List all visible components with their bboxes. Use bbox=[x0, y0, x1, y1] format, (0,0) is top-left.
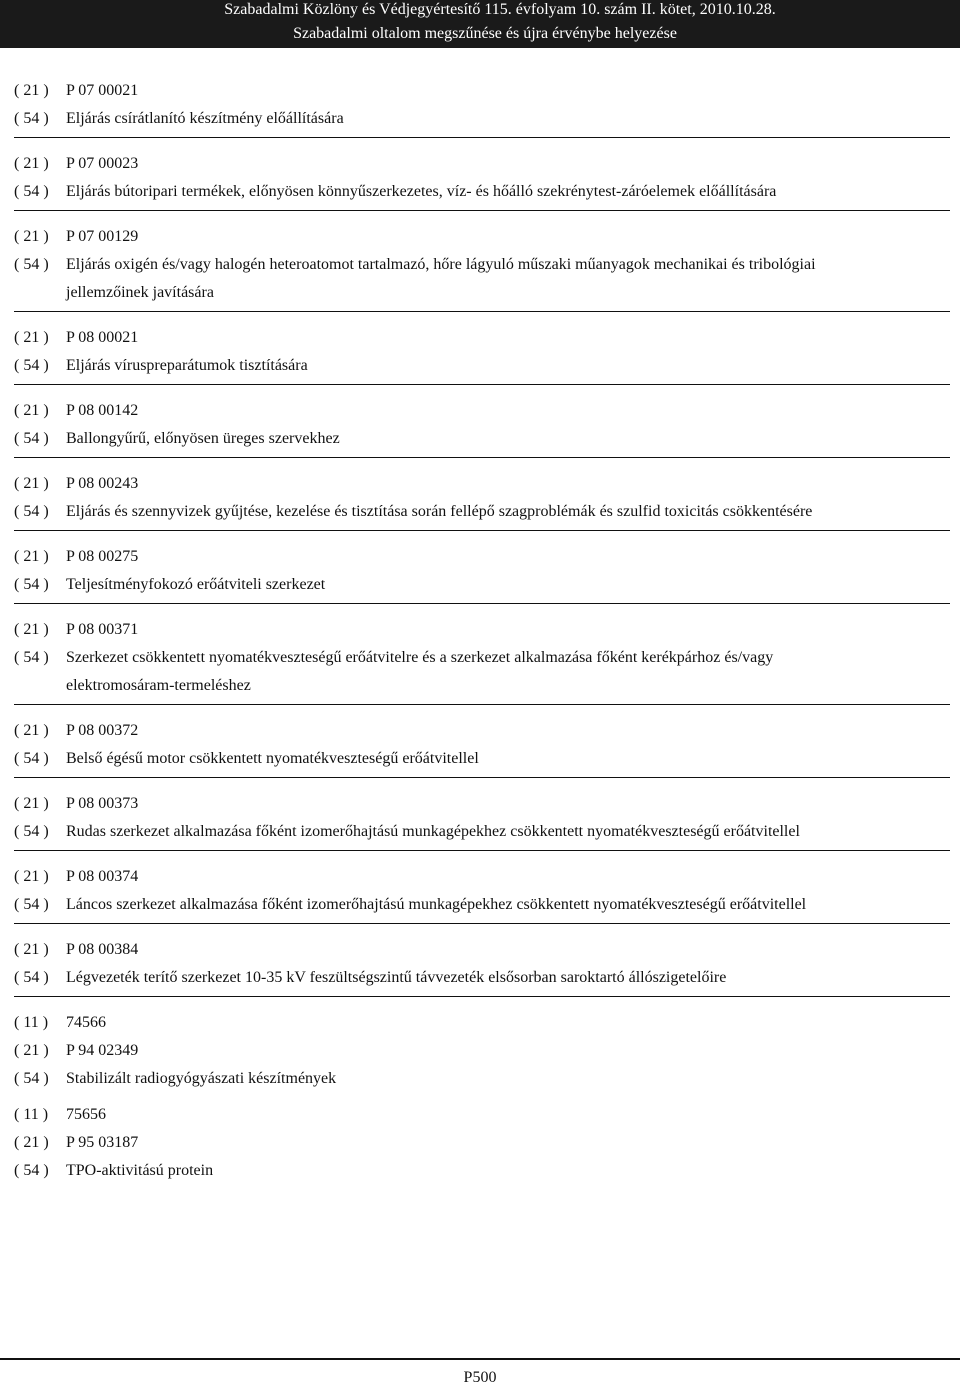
inid-code: ( 21 ) bbox=[14, 795, 49, 812]
entry-row bbox=[14, 717, 950, 745]
entry-value: P 08 00275 bbox=[66, 548, 139, 565]
entry-row bbox=[14, 818, 950, 846]
inid-code: ( 54 ) bbox=[14, 256, 49, 273]
patent-entry bbox=[14, 923, 950, 996]
inid-code: ( 21 ) bbox=[14, 868, 49, 885]
entry-row bbox=[14, 964, 950, 992]
entry-value: P 08 00374 bbox=[66, 868, 139, 885]
inid-code: ( 54 ) bbox=[14, 1070, 49, 1087]
entry-value: Eljárás és szennyvizek gyűjtése, kezelése és tisztítása során fellépő szagproblémák és szulfid toxicitás csökkentésére bbox=[66, 503, 813, 520]
entry-row bbox=[14, 936, 950, 964]
entry-row bbox=[14, 543, 950, 571]
inid-code: ( 11 ) bbox=[14, 1014, 49, 1031]
patent-entry bbox=[14, 603, 950, 704]
entry-row bbox=[14, 616, 950, 644]
entry-row bbox=[14, 790, 950, 818]
inid-code: ( 54 ) bbox=[14, 969, 49, 986]
entry-row bbox=[14, 150, 950, 178]
inid-code: ( 54 ) bbox=[14, 430, 49, 447]
entry-row bbox=[14, 352, 950, 380]
patent-entry bbox=[14, 65, 950, 137]
inid-code: ( 21 ) bbox=[14, 82, 49, 99]
entry-value: P 95 03187 bbox=[66, 1134, 139, 1151]
entry-value: 75656 bbox=[66, 1106, 106, 1123]
inid-code: ( 54 ) bbox=[14, 576, 49, 593]
inid-code: ( 21 ) bbox=[14, 722, 49, 739]
inid-code: ( 54 ) bbox=[14, 649, 49, 666]
entry-row bbox=[14, 178, 950, 206]
entry-value: P 08 00243 bbox=[66, 475, 139, 492]
entry-value: Eljárás bútoripari termékek, előnyösen könnyűszerkezetes, víz- és hőálló szekrénytest-záróelemek előállítására bbox=[66, 183, 777, 200]
patent-entry bbox=[14, 210, 950, 311]
patent-entry bbox=[14, 850, 950, 923]
inid-code: ( 21 ) bbox=[14, 475, 49, 492]
entry-value: P 08 00384 bbox=[66, 941, 139, 958]
entry-row bbox=[14, 571, 950, 599]
entry-value: P 07 00023 bbox=[66, 155, 139, 172]
inid-code: ( 21 ) bbox=[14, 329, 49, 346]
entry-row bbox=[14, 1037, 950, 1065]
section-title: Szabadalmi oltalom megszűnése és újra érvénybe helyezése bbox=[293, 25, 677, 42]
entry-row bbox=[14, 863, 950, 891]
entry-row bbox=[14, 1065, 950, 1093]
entry-row bbox=[14, 1101, 950, 1129]
entry-row bbox=[14, 470, 950, 498]
inid-code: ( 21 ) bbox=[14, 228, 49, 245]
entry-row bbox=[14, 223, 950, 251]
entry-row bbox=[14, 1009, 950, 1037]
inid-code: ( 54 ) bbox=[14, 110, 49, 127]
inid-code: ( 11 ) bbox=[14, 1106, 49, 1123]
inid-code: ( 54 ) bbox=[14, 896, 49, 913]
patent-entry bbox=[14, 457, 950, 530]
patent-entry bbox=[14, 704, 950, 777]
entry-row bbox=[14, 498, 950, 526]
page-header bbox=[0, 0, 960, 48]
inid-code: ( 54 ) bbox=[14, 183, 49, 200]
entry-row bbox=[14, 745, 950, 773]
footer-divider bbox=[0, 1358, 960, 1360]
inid-code: ( 54 ) bbox=[14, 750, 49, 767]
patent-entry bbox=[14, 530, 950, 603]
entry-value: Eljárás csírátlanító készítmény előállítására bbox=[66, 110, 344, 127]
entry-value: P 07 00129 bbox=[66, 228, 139, 245]
entry-value: Szerkezet csökkentett nyomatékveszteségű erőátvitelre és a szerkezet alkalmazása főként kerékpárhoz és/vagy elektromosáram-termeléshez bbox=[66, 649, 774, 694]
entry-value: Légvezeték terítő szerkezet 10-35 kV feszültségszintű távvezeték elsősorban saroktartó állószigetelőire bbox=[66, 969, 727, 986]
inid-code: ( 21 ) bbox=[14, 1134, 49, 1151]
patent-entry bbox=[14, 777, 950, 850]
inid-code: ( 54 ) bbox=[14, 503, 49, 520]
entry-row bbox=[14, 1157, 950, 1185]
entry-row bbox=[14, 891, 950, 919]
patent-entry bbox=[14, 1097, 950, 1189]
patent-entry bbox=[14, 311, 950, 384]
entry-value: P 94 02349 bbox=[66, 1042, 139, 1059]
entry-row bbox=[14, 77, 950, 105]
entry-value: P 08 00372 bbox=[66, 722, 139, 739]
entry-value: Belső égésű motor csökkentett nyomatékveszteségű erőátvitellel bbox=[66, 750, 479, 767]
patent-entry bbox=[14, 384, 950, 457]
entry-value: Teljesítményfokozó erőátviteli szerkezet bbox=[66, 576, 326, 593]
inid-code: ( 21 ) bbox=[14, 621, 49, 638]
inid-code: ( 54 ) bbox=[14, 357, 49, 374]
entry-value: P 08 00142 bbox=[66, 402, 139, 419]
patent-entry bbox=[14, 996, 950, 1097]
patent-list bbox=[14, 65, 950, 1189]
inid-code: ( 21 ) bbox=[14, 1042, 49, 1059]
inid-code: ( 54 ) bbox=[14, 1162, 49, 1179]
entry-value: 74566 bbox=[66, 1014, 106, 1031]
entry-value: Stabilizált radiogyógyászati készítmények bbox=[66, 1070, 337, 1087]
entry-row bbox=[14, 251, 950, 307]
journal-title: Szabadalmi Közlöny és Védjegyértesítő 115. évfolyam 10. szám II. kötet, 2010.10.28. bbox=[224, 1, 776, 18]
inid-code: ( 21 ) bbox=[14, 548, 49, 565]
entry-row bbox=[14, 1129, 950, 1157]
entry-value: Rudas szerkezet alkalmazása főként izomerőhajtású munkagépekhez csökkentett nyomatékveszteségű erőátvitellel bbox=[66, 823, 800, 840]
entry-value: P 08 00021 bbox=[66, 329, 139, 346]
patent-entry bbox=[14, 137, 950, 210]
entry-value: TPO-aktivitású protein bbox=[66, 1162, 214, 1179]
entry-row bbox=[14, 425, 950, 453]
inid-code: ( 21 ) bbox=[14, 155, 49, 172]
entry-value: Eljárás víruspreparátumok tisztítására bbox=[66, 357, 308, 374]
entry-value: Eljárás oxigén és/vagy halogén heteroatomot tartalmazó, hőre lágyuló műszaki műanyagok mechanikai és tribológiai jellemzőinek javítására bbox=[66, 256, 816, 301]
entry-value: Ballongyűrű, előnyösen üreges szervekhez bbox=[66, 430, 340, 447]
inid-code: ( 21 ) bbox=[14, 402, 49, 419]
entry-value: Láncos szerkezet alkalmazása főként izomerőhajtású munkagépekhez csökkentett nyomatékveszteségű erőátvitellel bbox=[66, 896, 807, 913]
page-number: P500 bbox=[463, 1369, 497, 1386]
entry-row bbox=[14, 105, 950, 133]
entry-value: P 07 00021 bbox=[66, 82, 139, 99]
inid-code: ( 21 ) bbox=[14, 941, 49, 958]
entry-row bbox=[14, 644, 950, 700]
entry-row bbox=[14, 324, 950, 352]
entry-row bbox=[14, 397, 950, 425]
entry-value: P 08 00373 bbox=[66, 795, 139, 812]
entry-value: P 08 00371 bbox=[66, 621, 139, 638]
inid-code: ( 54 ) bbox=[14, 823, 49, 840]
